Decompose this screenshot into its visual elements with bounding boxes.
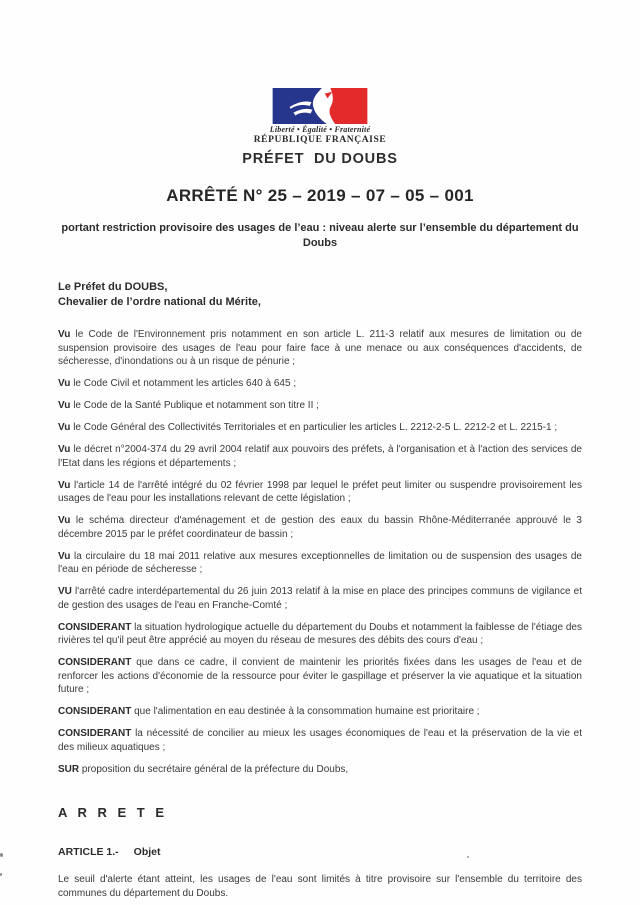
recital-lead: Vu xyxy=(58,378,71,389)
scan-artifact xyxy=(467,856,469,858)
recital-text: la situation hydrologique actuelle du département du Doubs et notamment la faiblesse de l'étiage des rivières tel qu'il peut être apprécié au moyen du réseau de mesures des débits des cours d'eau ; xyxy=(58,621,582,646)
recital-paragraph xyxy=(58,479,582,506)
recital-paragraph xyxy=(58,514,582,541)
recital-text: le Code de l'Environnement pris notamment en son article L. 211-3 relatif aux mesures de limitation ou de suspension provisoire des usages de l'eau pour faire face à une menace ou aux conséquences d'accidents, de sécheresse, d'inondations ou à un risque de pénurie ; xyxy=(58,329,582,367)
salutation xyxy=(58,280,582,310)
recital-text: le décret n°2004-374 du 29 avril 2004 relatif aux pouvoirs des préfets, à l'organisation et à l'action des services de l'Etat dans les régions et départements ; xyxy=(58,444,582,469)
recital-lead: CONSIDERANT xyxy=(58,728,132,739)
recital-paragraph xyxy=(58,550,582,577)
recital-paragraph xyxy=(58,727,582,754)
article-1-label: ARTICLE 1.- xyxy=(58,845,119,858)
article-1-heading xyxy=(58,846,582,860)
recital-paragraph xyxy=(58,763,582,777)
french-republic-marianne-logo xyxy=(272,88,368,124)
decree-subtitle: portant restriction provisoire des usages de l’eau : niveau alerte sur l’ensemble du département du Doubs xyxy=(61,222,579,249)
recital-text: que dans ce cadre, il convient de maintenir les priorités fixées dans les usages de l'eau et de renforcer les actions d'économie de la ressource pour éviter le gaspillage et préserver la vie aquatique et la situation future ; xyxy=(58,657,582,695)
recital-text: l'article 14 de l'arrêté intégré du 02 février 1998 par lequel le préfet peut limiter ou suspendre provisoirement les usages de l'eau pour les installations relevant de cette législation ; xyxy=(58,479,582,504)
recital-paragraph xyxy=(58,656,582,697)
recital-paragraph xyxy=(58,705,582,719)
recital-text: que l'alimentation en eau destinée à la consommation humaine est prioritaire ; xyxy=(131,706,480,717)
recital-paragraph xyxy=(58,443,582,470)
salutation-line-1: Le Préfet du DOUBS, xyxy=(58,281,168,293)
recital-lead: SUR xyxy=(58,763,80,775)
recital-lead: Vu xyxy=(58,479,71,491)
recital-lead: Vu xyxy=(58,515,71,526)
recital-text: proposition du secrétaire général de la préfecture du Doubs, xyxy=(79,763,349,775)
recital-lead: Vu xyxy=(58,444,71,455)
document-body xyxy=(58,280,582,900)
recital-text: le Code de la Santé Publique et notamment son titre II ; xyxy=(70,400,319,411)
recital-paragraph xyxy=(58,621,582,648)
recital-lead: VU xyxy=(58,586,72,597)
recital-paragraph xyxy=(58,585,582,612)
recital-text: la circulaire du 18 mai 2011 relative aux mesures exceptionnelles de limitation ou de suspension des usages de l'eau en période de sécheresse ; xyxy=(58,550,582,575)
recital-text: la nécessité de concilier au mieux les usages économiques de l'eau et la préservation de la vie et des milieux aquatiques ; xyxy=(58,728,582,753)
salutation-line-2: Chevalier de l’ordre national du Mérite, xyxy=(58,296,261,308)
motto: Liberté • Égalité • Fraternité xyxy=(269,125,371,134)
republique-francaise-label: RÉPUBLIQUE FRANÇAISE xyxy=(253,135,387,145)
recital-paragraph xyxy=(58,421,582,435)
recital-text: le Code Général des Collectivités Territoriales et en particulier les articles L. 2212-2-5 L. 2212-2 et L. 2215-1 ; xyxy=(70,422,558,433)
decree-number-title: ARRÊTÉ N° 25 – 2019 – 07 – 05 – 001 xyxy=(166,186,474,205)
recital-text: l'arrêté cadre interdépartemental du 26 juin 2013 relatif à la mise en place des principes communs de vigilance et de gestion des usages de l'eau en Franche-Comté ; xyxy=(58,586,582,611)
recital-paragraph xyxy=(58,377,582,391)
recital-lead: CONSIDERANT xyxy=(58,621,132,633)
recital-lead: Vu xyxy=(58,329,71,340)
arrete-heading: A R R E T E xyxy=(58,805,168,820)
recital-lead: Vu xyxy=(58,422,71,433)
prefecture-title: PRÉFET DU DOUBS xyxy=(242,151,398,167)
recital-paragraph xyxy=(58,399,582,413)
recital-lead: CONSIDERANT xyxy=(58,706,132,717)
scan-artifact xyxy=(0,853,3,857)
article-1-text: Le seuil d'alerte étant atteint, les usages de l'eau sont limités à titre provisoire sur l'ensemble du territoire des communes du département du Doubs. xyxy=(58,874,582,899)
recital-lead: Vu xyxy=(58,550,71,562)
recital-paragraph xyxy=(58,328,582,369)
article-1-title: Objet xyxy=(133,845,161,858)
letterhead xyxy=(0,0,640,167)
recital-text: le schéma directeur d'aménagement et de gestion des eaux du bassin Rhône-Méditerranée approuvé le 3 décembre 2015 par le préfet coordinateur de bassin ; xyxy=(58,515,582,540)
recital-lead: Vu xyxy=(58,400,71,411)
recital-lead: CONSIDERANT xyxy=(58,657,132,668)
scan-artifact xyxy=(0,873,2,876)
recital-text: le Code Civil et notamment les articles 640 à 645 ; xyxy=(70,378,297,389)
